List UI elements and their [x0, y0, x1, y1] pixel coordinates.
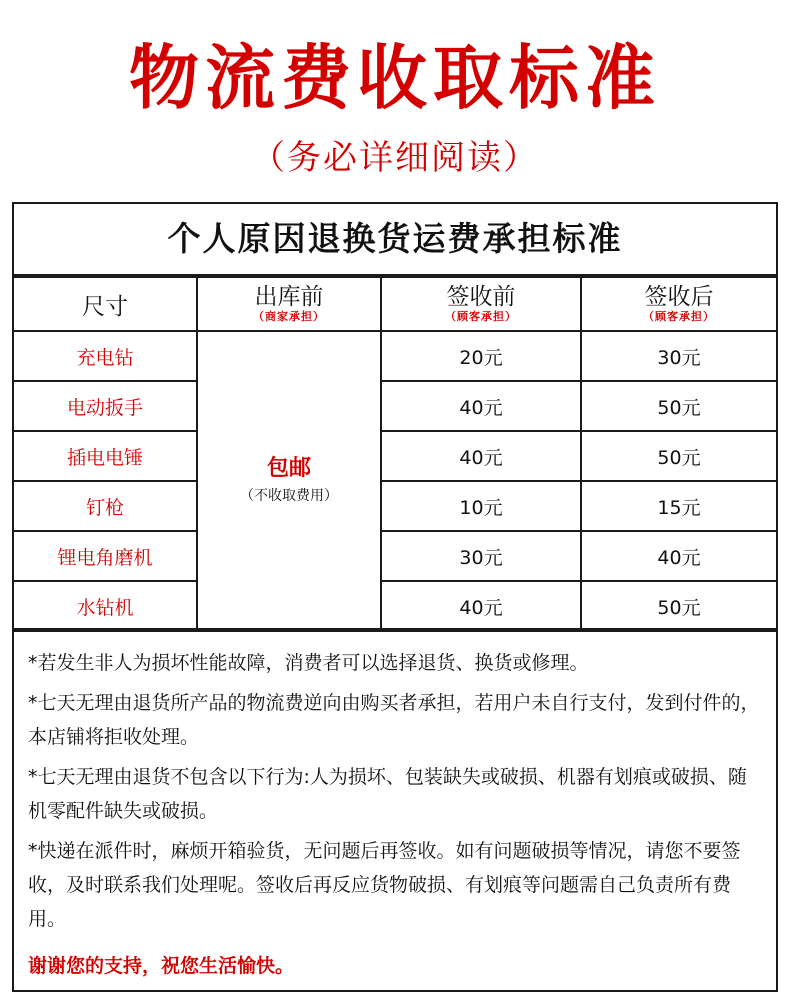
fee-before-signing: 40元	[381, 431, 581, 481]
fee-after-signing: 40元	[581, 531, 776, 581]
table-row	[14, 331, 776, 381]
fee-before-signing: 10元	[381, 481, 581, 531]
note-item: *快递在派件时，麻烦开箱验货，无问题后再签收。如有问题破损等情况，请您不要签收，及时联系我们处理呢。签收后再反应货物破损、有划痕等问题需自己负责所有费用。	[28, 840, 741, 930]
shipping-fee-panel	[12, 202, 778, 992]
fee-after-signing: 15元	[581, 481, 776, 531]
thanks-message: 谢谢您的支持，祝您生活愉快。	[28, 955, 295, 977]
column-sublabel: （顾客承担）	[445, 310, 517, 323]
column-label: 尺寸	[82, 293, 128, 320]
fee-after-signing: 30元	[581, 331, 776, 381]
item-name: 充电钻	[14, 331, 197, 381]
note-item: *七天无理由退货所产品的物流费逆向由购买者承担，若用户未自行支付，发到付件的，本店铺将拒收处理。	[28, 692, 760, 748]
fee-before-signing: 30元	[381, 531, 581, 581]
free-shipping-label: 包邮	[266, 456, 311, 481]
column-header-before-signing	[381, 277, 581, 331]
page-title: 物流费收取标准	[129, 37, 661, 119]
fee-before-signing: 40元	[381, 381, 581, 431]
free-shipping-note: （不收取费用）	[240, 488, 338, 504]
column-sublabel: （顾客承担）	[643, 310, 715, 323]
column-label: 出库前	[254, 284, 324, 310]
item-name: 电动扳手	[14, 381, 197, 431]
column-header-after-signing	[581, 277, 776, 331]
notes-section	[14, 628, 776, 990]
table-header-row	[14, 277, 776, 331]
fee-after-signing: 50元	[581, 581, 776, 631]
free-shipping-cell	[197, 331, 381, 631]
fee-table	[14, 276, 776, 632]
note-item: *若发生非人为损坏性能故障，消费者可以选择退货、换货或修理。	[28, 652, 589, 674]
table-row	[14, 581, 776, 631]
page-subtitle: （务必详细阅读）	[251, 138, 539, 178]
item-name: 插电电锤	[14, 431, 197, 481]
fee-before-signing: 20元	[381, 331, 581, 381]
item-name: 锂电角磨机	[14, 531, 197, 581]
note-item: *七天无理由退货不包含以下行为:人为损坏、包装缺失或破损、机器有划痕或破损、随机零配件缺失或破损。	[28, 766, 747, 822]
table-title: 个人原因退换货运费承担标准	[14, 204, 776, 276]
column-label: 签收前	[446, 284, 516, 310]
fee-before-signing: 40元	[381, 581, 581, 631]
fee-after-signing: 50元	[581, 381, 776, 431]
table-row	[14, 481, 776, 531]
item-name: 水钻机	[14, 581, 197, 631]
column-label: 签收后	[644, 284, 714, 310]
table-row	[14, 431, 776, 481]
fee-after-signing: 50元	[581, 431, 776, 481]
column-header-before-shipping	[197, 277, 381, 331]
table-row	[14, 531, 776, 581]
item-name: 钉枪	[14, 481, 197, 531]
column-header-size	[14, 277, 197, 331]
column-sublabel: （商家承担）	[253, 310, 325, 323]
table-row	[14, 381, 776, 431]
